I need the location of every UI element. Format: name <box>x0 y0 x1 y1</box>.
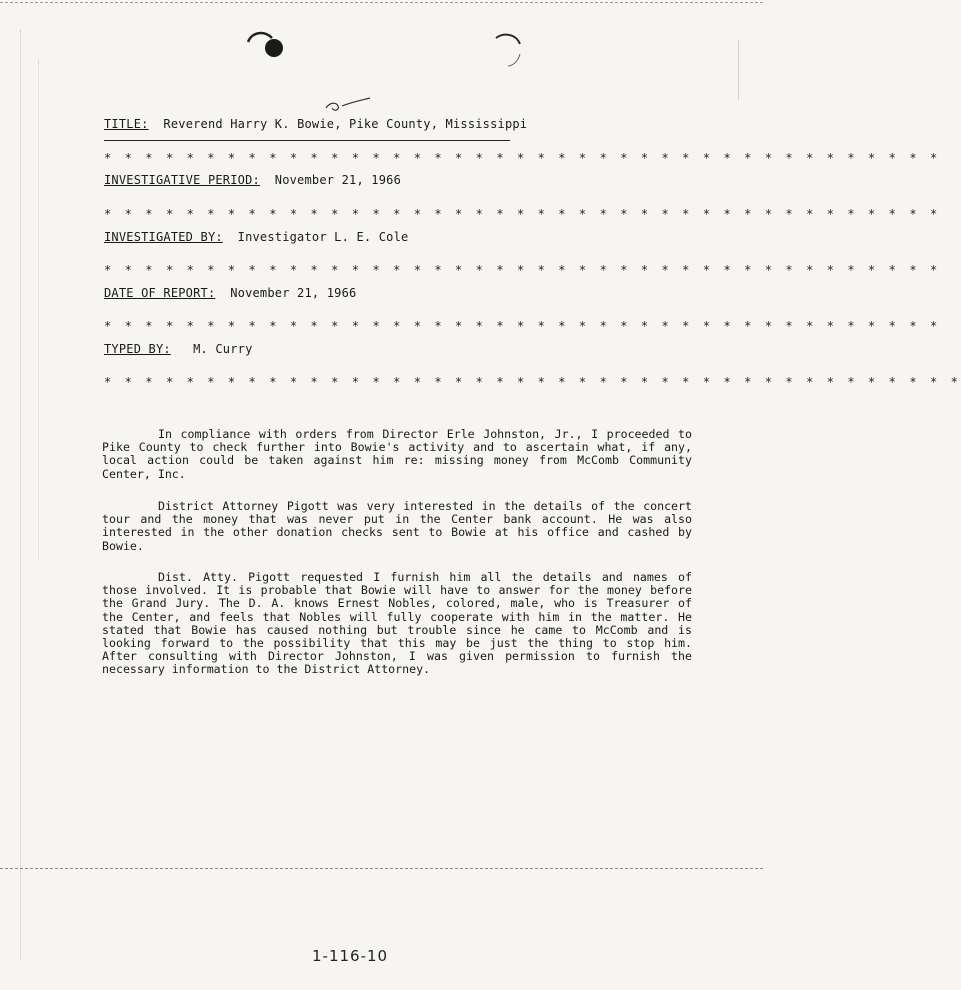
investigator-label: INVESTIGATED BY: <box>104 230 223 244</box>
body-paragraph-2 <box>102 500 692 553</box>
scan-edge-left <box>20 30 21 960</box>
paragraph-text: In compliance with orders from Director Erle Johnston, Jr., I proceeded to Pike County to check further into Bowie's activity and to ascertain what, if any, local action could be taken against him re: missing money from McComb Community Center, Inc. <box>102 427 692 481</box>
date-value: November 21, 1966 <box>230 286 357 300</box>
title-field <box>104 117 527 131</box>
separator-5: * * * * * * * * * * * * * * * * * * * * * * * * * * * * * * * * * * * * * * * * * * <box>104 375 961 389</box>
scan-edge-left-inner <box>38 60 39 560</box>
date-of-report-field <box>104 286 356 300</box>
file-number: 1-116-10 <box>312 947 389 965</box>
separator-2: * * * * * * * * * * * * * * * * * * * * * * * * * * * * * * * * * * * * * * * * * <box>104 207 941 221</box>
investigative-period-field <box>104 173 401 187</box>
date-label: DATE OF REPORT: <box>104 286 216 300</box>
investigated-by-field <box>104 230 408 244</box>
title-value: Reverend Harry K. Bowie, Pike County, Mississippi <box>163 117 528 131</box>
punch-hole-left-icon <box>244 28 294 62</box>
title-label: TITLE: <box>104 117 149 131</box>
handwritten-mark-icon <box>322 96 374 114</box>
scan-edge-top <box>0 2 763 3</box>
scan-fold-line <box>0 868 763 869</box>
punch-hole-right-icon <box>492 30 526 70</box>
paragraph-text: District Attorney Pigott was very interested in the details of the concert tour and the money that was never put in the Center bank account. He was also interested in the other donation checks sent to Bowie at his office and cashed by Bowie. <box>102 499 692 553</box>
typed-by-field <box>104 342 253 356</box>
scan-edge-right <box>738 40 739 100</box>
separator-3: * * * * * * * * * * * * * * * * * * * * * * * * * * * * * * * * * * * * * * * * * <box>104 263 941 277</box>
separator-1: * * * * * * * * * * * * * * * * * * * * * * * * * * * * * * * * * * * * * * * * * <box>104 151 941 165</box>
typed-value: M. Curry <box>193 342 253 356</box>
typed-label: TYPED BY: <box>104 342 171 356</box>
title-underline <box>104 140 510 141</box>
body-paragraph-1 <box>102 428 692 481</box>
period-label: INVESTIGATIVE PERIOD: <box>104 173 260 187</box>
body-paragraph-3 <box>102 571 692 677</box>
separator-4: * * * * * * * * * * * * * * * * * * * * * * * * * * * * * * * * * * * * * * * * * <box>104 319 941 333</box>
period-value: November 21, 1966 <box>274 173 401 187</box>
paragraph-text: Dist. Atty. Pigott requested I furnish him all the details and names of those involved. It is probable that Bowie will have to answer for the money before the Grand Jury. The D. A. knows Ernest Nobles, colored, male, who is Treasurer of the Center, and feels that Nobles will fully cooperate with him in the matter. He stated that Bowie has caused nothing but trouble since he came to McComb and is looking forward to the possibility that this may be just the thing to stop him. After consulting with Director Johnston, I was given permission to furnish the necessary information to the District Attorney. <box>102 570 692 677</box>
investigator-value: Investigator L. E. Cole <box>237 230 409 244</box>
